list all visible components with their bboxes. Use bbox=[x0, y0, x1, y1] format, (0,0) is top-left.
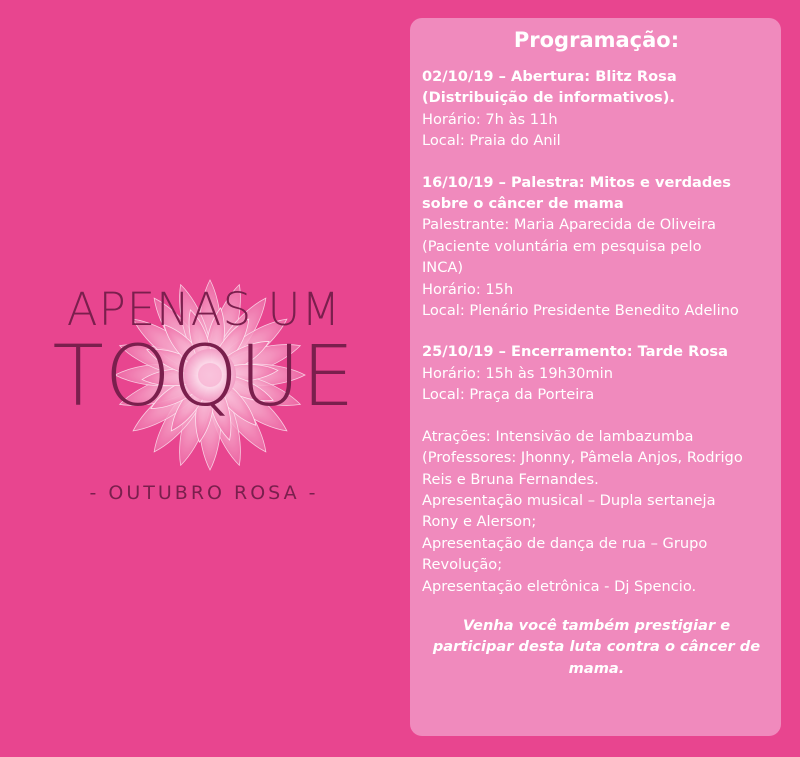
attraction-line: Apresentação musical – Dupla sertaneja bbox=[422, 491, 716, 509]
logo-title-line2: TOQUE bbox=[52, 327, 356, 425]
attraction-line: Reis e Bruna Fernandes. bbox=[422, 470, 599, 488]
event-detail: (Paciente voluntária em pesquisa pelo bbox=[422, 237, 702, 255]
event-heading: 02/10/19 – Abertura: Blitz Rosa bbox=[422, 68, 677, 85]
attraction-line: Atrações: Intensivão de lambazumba bbox=[422, 427, 694, 445]
event-heading: sobre o câncer de mama bbox=[422, 195, 624, 213]
event-closing bbox=[422, 341, 771, 405]
event-detail: Horário: 15h às 19h30min bbox=[422, 364, 613, 382]
closing-message bbox=[422, 615, 771, 679]
event-heading: (Distribuição de informativos). bbox=[422, 89, 675, 107]
event-heading: 16/10/19 – Palestra: Mitos e verdades bbox=[422, 173, 731, 191]
event-detail: Horário: 15h bbox=[422, 280, 514, 298]
attraction-line: (Professores: Jhonny, Pâmela Anjos, Rodrigo bbox=[422, 449, 743, 467]
event-detail: Local: Plenário Presidente Benedito Adelino bbox=[422, 302, 739, 320]
attractions-list bbox=[422, 426, 771, 597]
event-detail: Local: Praça da Porteira bbox=[422, 386, 595, 404]
event-lecture bbox=[422, 172, 771, 322]
event-detail: Palestrante: Maria Aparecida de Oliveira bbox=[422, 216, 716, 234]
program-title: Programação: bbox=[513, 28, 680, 52]
logo-subtitle: - OUTUBRO ROSA - bbox=[89, 482, 319, 504]
attraction-line: Apresentação de dança de rua – Grupo bbox=[422, 534, 708, 552]
closing-line: Venha você também prestigiar e bbox=[462, 616, 731, 634]
event-detail: INCA) bbox=[422, 259, 464, 277]
event-detail: Horário: 7h às 11h bbox=[422, 110, 558, 128]
event-heading: 25/10/19 – Encerramento: Tarde Rosa bbox=[422, 343, 728, 361]
attraction-line: Rony e Alerson; bbox=[422, 513, 537, 531]
event-opening bbox=[422, 66, 771, 152]
attraction-line: Apresentação eletrônica - Dj Spencio. bbox=[422, 577, 697, 595]
closing-line: participar desta luta contra o câncer de bbox=[432, 638, 761, 656]
program-panel bbox=[410, 18, 781, 736]
closing-line: mama. bbox=[568, 659, 625, 677]
logo-title-line1: APENAS UM bbox=[66, 283, 342, 336]
event-detail: Local: Praia do Anil bbox=[422, 132, 561, 150]
attraction-line: Revolução; bbox=[422, 556, 503, 574]
